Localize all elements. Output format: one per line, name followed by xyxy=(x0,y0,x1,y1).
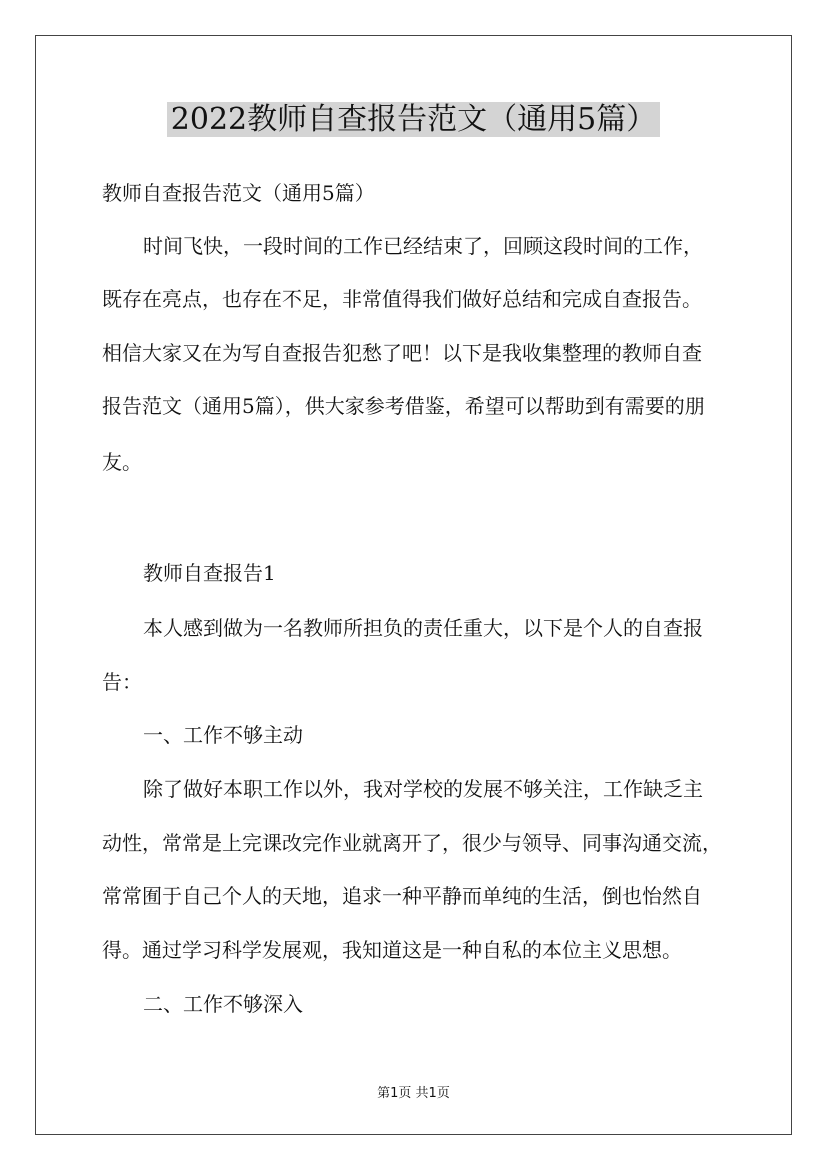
point1-line-4: 得。通过学习科学发展观，我知道这是一种自私的本位主义思想。 xyxy=(102,938,682,962)
page-footer: 第1页 共1页 xyxy=(377,1086,450,1101)
point1-line-2: 动性，常常是上完课改完作业就离开了，很少与领导、同事沟通交流， xyxy=(102,831,722,855)
point1-line-1: 除了做好本职工作以外，我对学校的发展不够关注，工作缺乏主 xyxy=(143,777,703,801)
intro-line-3: 相信大家又在为写自查报告犯愁了吧！以下是我收集整理的教师自查 xyxy=(102,341,702,365)
point1-heading: 一、工作不够主动 xyxy=(143,723,303,747)
intro-line-2: 既存在亮点，也存在不足，非常值得我们做好总结和完成自查报告。 xyxy=(102,287,702,311)
intro-line-1: 时间飞快，一段时间的工作已经结束了，回顾这段时间的工作， xyxy=(143,234,703,258)
section1-line-2: 告： xyxy=(102,670,142,694)
document-subtitle: 教师自查报告范文（通用5篇） xyxy=(102,181,375,205)
intro-line-4: 报告范文（通用5篇），供大家参考借鉴，希望可以帮助到有需要的朋 xyxy=(102,394,705,418)
point2-heading: 二、工作不够深入 xyxy=(143,992,303,1016)
intro-line-5: 友。 xyxy=(102,450,142,474)
document-title-text: 2022教师自查报告范文（通用5篇） xyxy=(167,102,660,137)
document-title xyxy=(0,98,827,142)
section1-line-1: 本人感到做为一名教师所担负的责任重大，以下是个人的自查报 xyxy=(143,616,703,640)
point1-line-3: 常常囿于自己个人的天地，追求一种平静而单纯的生活，倒也怡然自 xyxy=(102,884,702,908)
section-heading: 教师自查报告1 xyxy=(143,561,276,585)
